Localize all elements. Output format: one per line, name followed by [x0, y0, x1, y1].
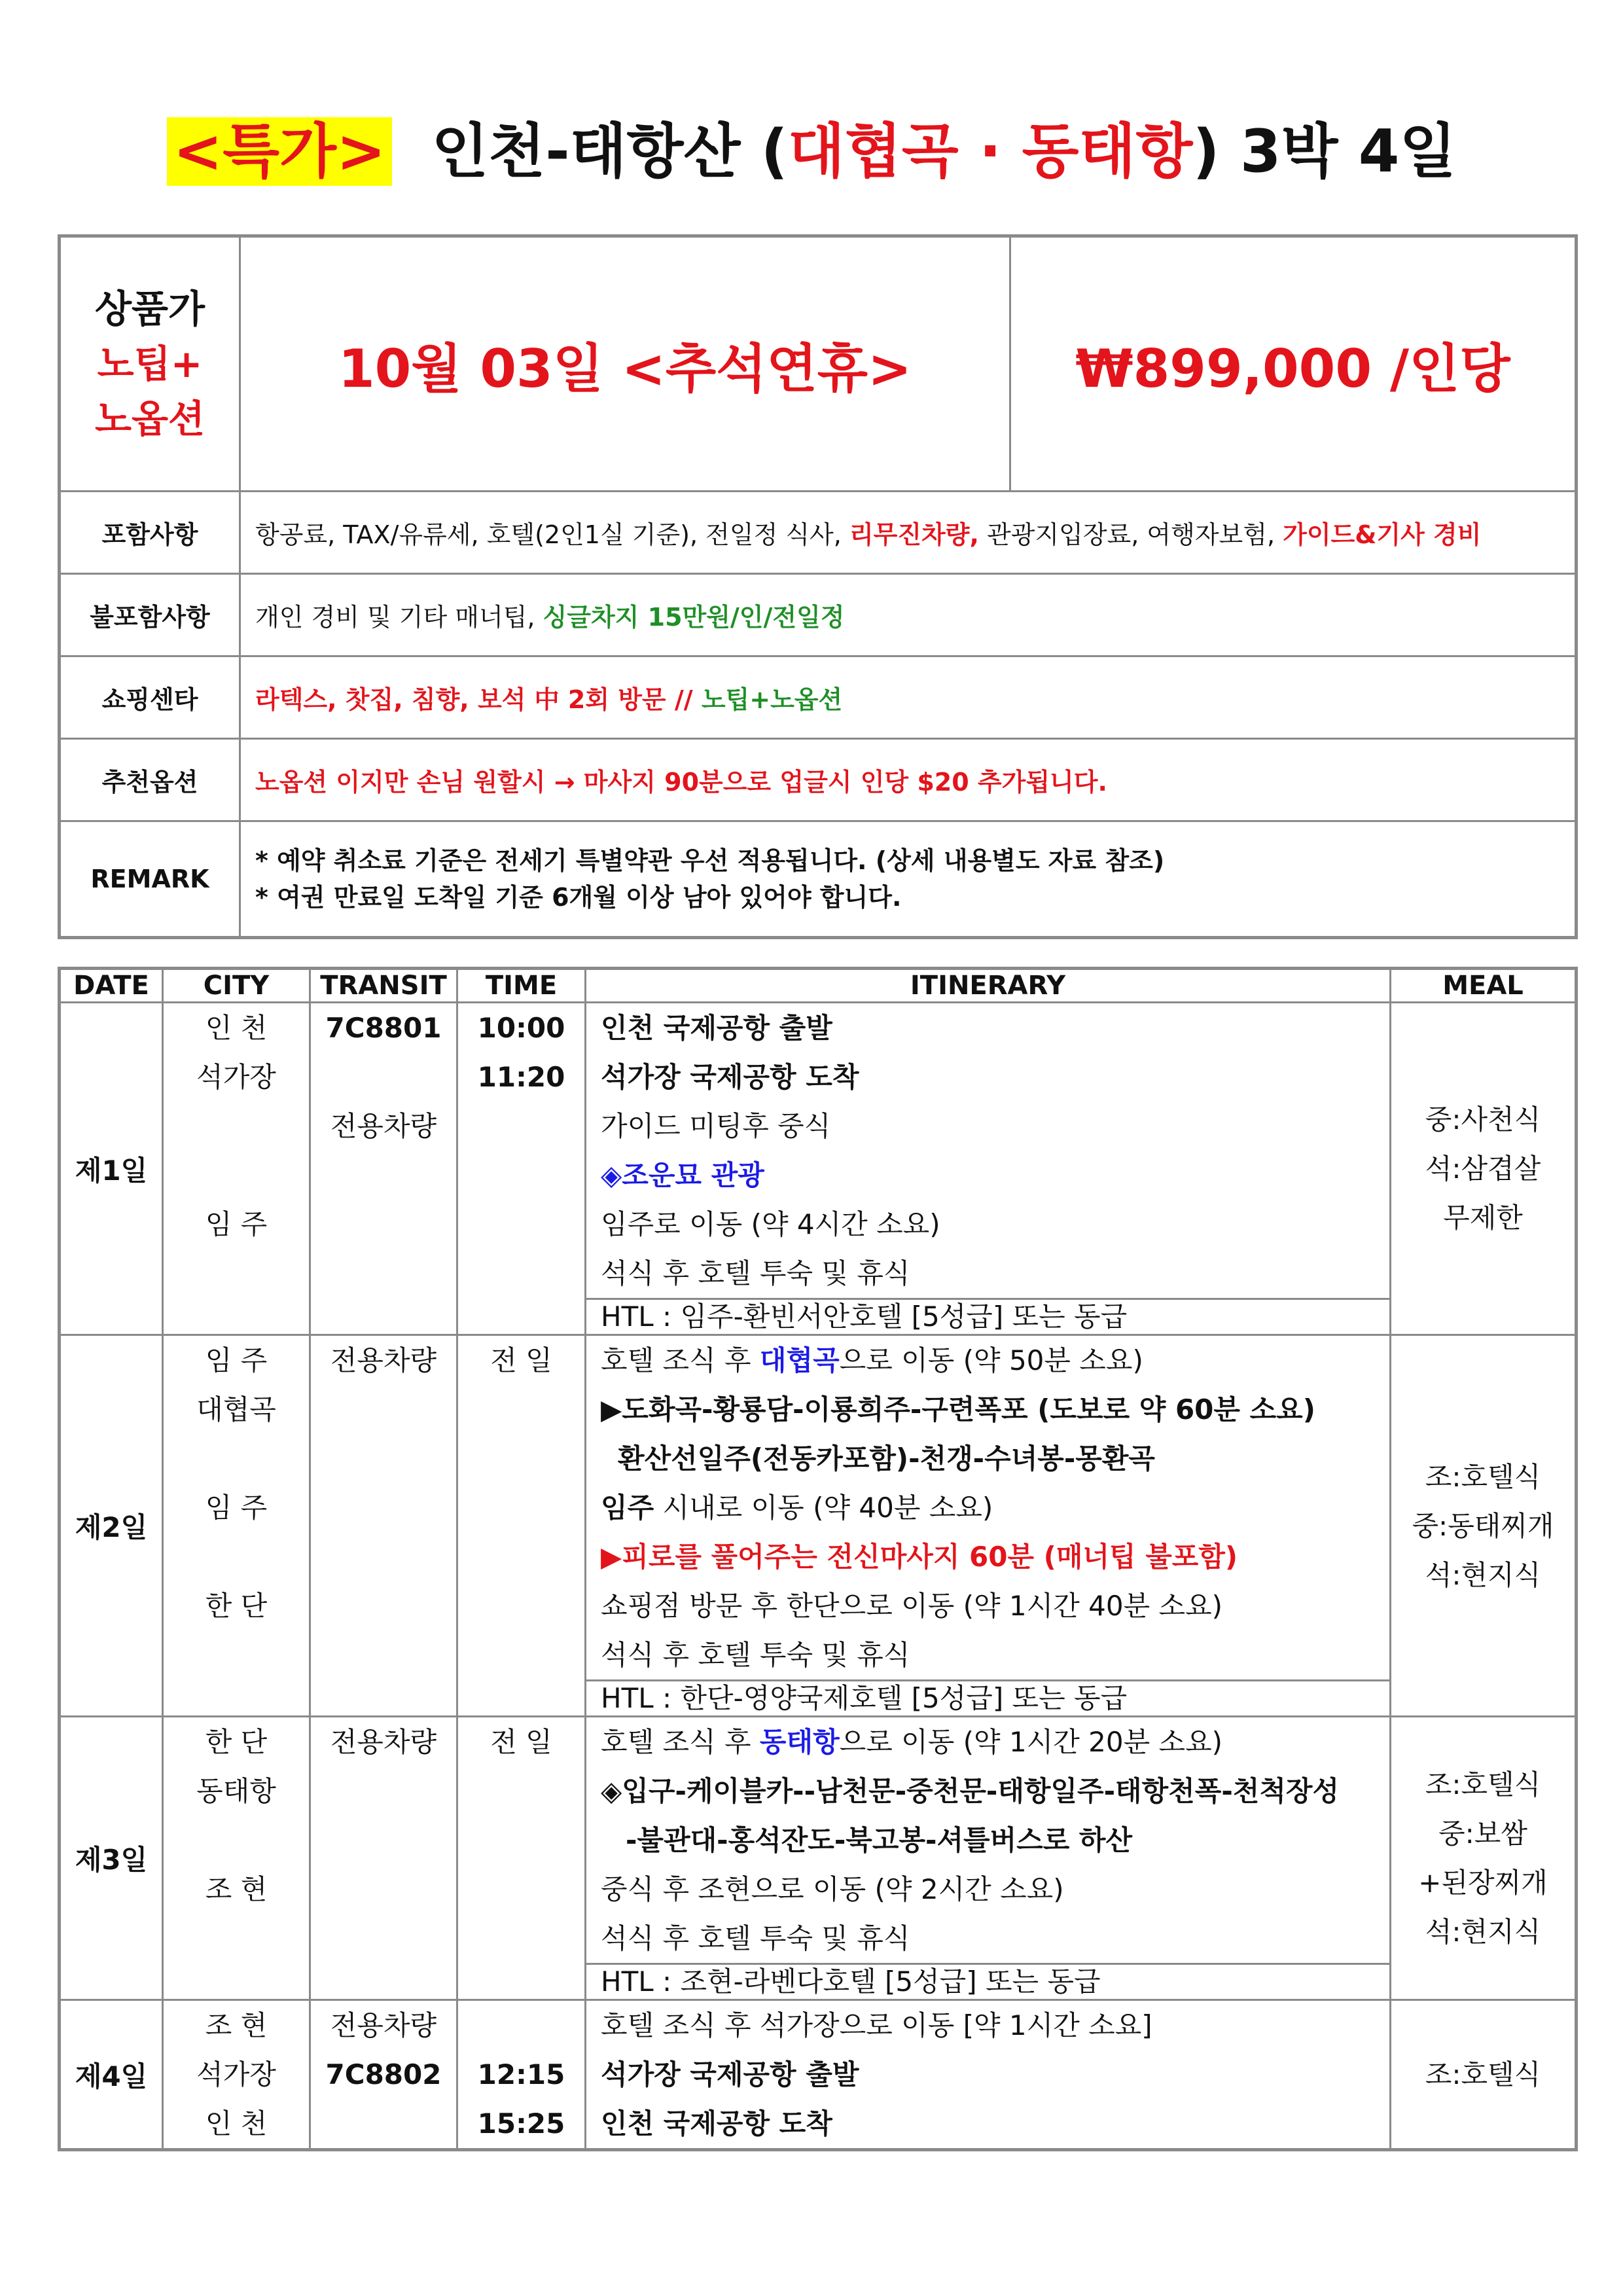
day-3-label: 제3일	[60, 1717, 163, 2000]
day-2-itinerary: 호텔 조식 후 대협곡으로 이동 (약 50분 소요) ▶도화곡-황룡담-이룡희주-구련폭포 (도보로 약 60분 소요) 환산선일주(전동카포함)-천갱-수녀봉-몽환곡 임주 시내로 이동 (약 40분 소요) ▶피로를 풀어주는 전신마사지 60분 (매너팁 불포함) 쇼핑점 방문 후 한단으로 이동 (약 1시간 40분 소요) 석식 후 호텔 투숙 및 휴식 HTL : 한단-영양국제호텔 [5성급] 또는 동급	[586, 1335, 1391, 1717]
excluded-label: 불포함사항	[60, 574, 240, 656]
day-4-city: 조 현 석가장 인 천	[163, 2000, 310, 2150]
day-2-hotel: HTL : 한단-영양국제호텔 [5성급] 또는 동급	[586, 1679, 1389, 1715]
day-1-itinerary: 인천 국제공항 출발 석가장 국제공항 도착 가이드 미팅후 중식 ◈조운묘 관광 임주로 이동 (약 4시간 소요) 석식 후 호텔 투숙 및 휴식 HTL : 임주-환빈서안호텔 [5성급] 또는 동급	[586, 1003, 1391, 1335]
remark-line-1: * 예약 취소료 기준은 전세기 특별약관 우선 적용됩니다. (상세 내용별도 자료 참조)	[255, 846, 1165, 875]
day-1-label: 제1일	[60, 1003, 163, 1335]
header-transit: TRANSIT	[310, 969, 457, 1003]
day-4-time: 12:15 15:25	[457, 2000, 586, 2150]
day-4-label: 제4일	[60, 2000, 163, 2150]
price-row	[60, 236, 1577, 492]
header-date: DATE	[60, 969, 163, 1003]
excluded-row	[60, 574, 1577, 656]
day-2-city: 임 주 대협곡 임 주 한 단	[163, 1335, 310, 1717]
shopping-row	[60, 656, 1577, 739]
title-prefix: 인천-태항산 (	[431, 117, 788, 186]
day-2-label: 제2일	[60, 1335, 163, 1717]
option-label: 추천옵션	[60, 739, 240, 821]
day-3-time: 전 일	[457, 1717, 586, 2000]
day-1-meal: 중:사천식 석:삼겹살 무제한	[1391, 1003, 1577, 1335]
day-3-meal: 조:호텔식 중:보쌈 +된장찌개 석:현지식	[1391, 1717, 1577, 2000]
day-3-hotel: HTL : 조현-라벤다호텔 [5성급] 또는 동급	[586, 1963, 1389, 1999]
day-4-meal: 조:호텔식	[1391, 2000, 1577, 2150]
included-label: 포함사항	[60, 492, 240, 574]
remark-row	[60, 821, 1577, 938]
option-text: 노옵션 이지만 손님 원할시 → 마사지 90분으로 업글시 인당 $20 추가됩니다.	[240, 739, 1577, 821]
header-time: TIME	[457, 969, 586, 1003]
day-2-transit: 전용차량	[310, 1335, 457, 1717]
itinerary-table	[58, 967, 1578, 2151]
product-info-table	[58, 234, 1578, 939]
included-row	[60, 492, 1577, 574]
special-price-tag: <특가>	[167, 117, 393, 186]
price-label-cell	[60, 236, 240, 492]
price-amount: ₩899,000 /인당	[1010, 236, 1577, 492]
header-city: CITY	[163, 969, 310, 1003]
price-label: 상품가	[94, 287, 205, 331]
notip-label-2: 노옵션	[94, 397, 205, 441]
excluded-text: 개인 경비 및 기타 매너팁, 싱글차지 15만원/인/전일정	[240, 574, 1577, 656]
day-1-city: 인 천 석가장 임 주	[163, 1003, 310, 1335]
header-meal: MEAL	[1391, 969, 1577, 1003]
day-4-itinerary: 호텔 조식 후 석가장으로 이동 [약 1시간 소요] 석가장 국제공항 출발 인천 국제공항 도착	[586, 2000, 1391, 2150]
remark-text	[240, 821, 1577, 938]
title-highlight: 대협곡 · 동태항	[787, 117, 1193, 186]
title-suffix: ) 3박 4일	[1192, 117, 1457, 186]
itinerary-header-row	[60, 969, 1577, 1003]
day-2-row	[60, 1335, 1577, 1717]
day-4-transit: 전용차량 7C8802	[310, 2000, 457, 2150]
day-2-time: 전 일	[457, 1335, 586, 1717]
day-1-transit: 7C8801 전용차량	[310, 1003, 457, 1335]
header-itinerary: ITINERARY	[586, 969, 1391, 1003]
day-3-itinerary: 호텔 조식 후 동태항으로 이동 (약 1시간 20분 소요) ◈입구-케이블카--남천문-중천문-태항일주-태항천폭-천척장성 -불관대-홍석잔도-북고봉-셔틀버스로 하산 중식 후 조현으로 이동 (약 2시간 소요) 석식 후 호텔 투숙 및 휴식 HTL : 조현-라벤다호텔 [5성급] 또는 동급	[586, 1717, 1391, 2000]
day-1-hotel: HTL : 임주-환빈서안호텔 [5성급] 또는 동급	[586, 1298, 1389, 1334]
notip-label-1: 노팁+	[97, 342, 203, 386]
day-3-transit: 전용차량	[310, 1717, 457, 2000]
page-title	[0, 113, 1623, 191]
day-1-row	[60, 1003, 1577, 1335]
option-row	[60, 739, 1577, 821]
shopping-label: 쇼핑센타	[60, 656, 240, 739]
day-3-city: 한 단 동태항 조 현	[163, 1717, 310, 2000]
shopping-text: 라텍스, 찻집, 침향, 보석 中 2회 방문 // 노팁+노옵션	[240, 656, 1577, 739]
departure-date: 10월 03일 <추석연휴>	[240, 236, 1010, 492]
day-4-row	[60, 2000, 1577, 2150]
day-2-meal: 조:호텔식 중:동태찌개 석:현지식	[1391, 1335, 1577, 1717]
day-1-time: 10:00 11:20	[457, 1003, 586, 1335]
remark-line-2: * 여권 만료일 도착일 기준 6개월 이상 남아 있어야 합니다.	[255, 883, 902, 912]
remark-label: REMARK	[60, 821, 240, 938]
day-3-row	[60, 1717, 1577, 2000]
included-text: 항공료, TAX/유류세, 호텔(2인1실 기준), 전일정 식사, 리무진차량, 관광지입장료, 여행자보험, 가이드&기사 경비	[240, 492, 1577, 574]
